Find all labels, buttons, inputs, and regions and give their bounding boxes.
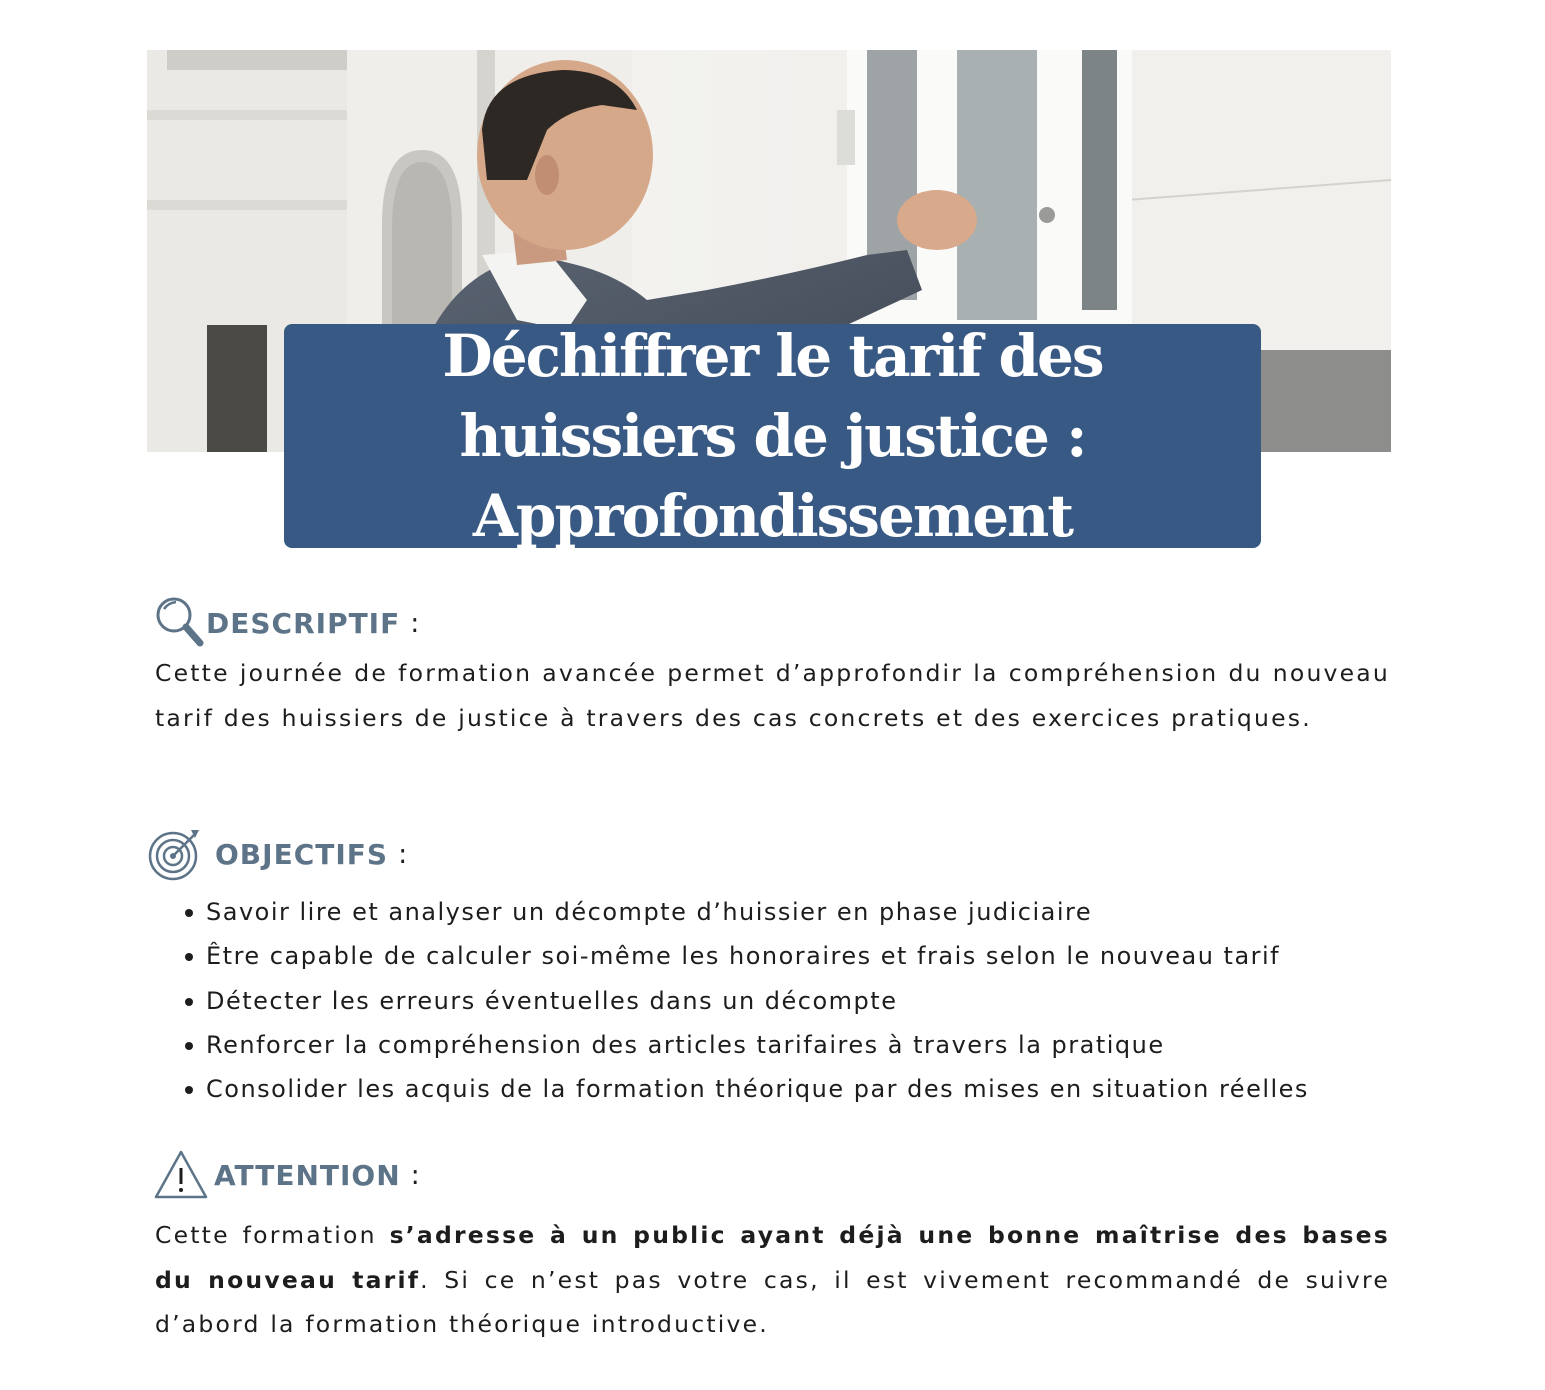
magnifier-icon [154, 595, 206, 651]
list-item: Consolider les acquis de la formation théorique par des mises en situation réelles [183, 1067, 1309, 1111]
attention-text-start: Cette formation [155, 1221, 390, 1249]
title-banner [284, 324, 1261, 548]
attention-colon: : [410, 1159, 420, 1191]
descriptif-colon: : [410, 607, 420, 639]
list-item: Renforcer la compréhension des articles tarifaires à travers la pratique [183, 1023, 1309, 1067]
target-icon [147, 826, 203, 882]
objectifs-list [183, 890, 1309, 1111]
objectifs-label: OBJECTIFS [215, 837, 389, 871]
attention-text-bold: s’adresse à un public ayant déjà une bonne maîtrise des bases du nouveau tarif [155, 1221, 1390, 1294]
attention-label: ATTENTION [214, 1158, 401, 1192]
list-item: Détecter les erreurs éventuelles dans un décompte [183, 979, 1309, 1023]
warning-icon [154, 1148, 210, 1202]
page-title: Déchiffrer le tarif des huissiers de justice : Approfondissement [442, 322, 1103, 550]
list-item: Savoir lire et analyser un décompte d’huissier en phase judiciaire [183, 890, 1309, 934]
descriptif-text: Cette journée de formation avancée permet d’approfondir la compréhension du nouveau tarif des huissiers de justice à travers des cas concrets et des exercices pratiques. [155, 659, 1390, 732]
descriptif-heading [154, 595, 419, 651]
attention-heading [154, 1148, 420, 1202]
objectifs-heading [147, 826, 407, 882]
attention-text-end: . Si ce n’est pas votre cas, il est vivement recommandé de suivre d’abord la formation théorique introductive. [155, 1265, 1390, 1338]
objectifs-colon: : [398, 838, 408, 870]
descriptif-label: DESCRIPTIF [206, 606, 401, 640]
attention-text [155, 1213, 1390, 1347]
list-item: Être capable de calculer soi-même les honoraires et frais selon le nouveau tarif [183, 934, 1309, 978]
